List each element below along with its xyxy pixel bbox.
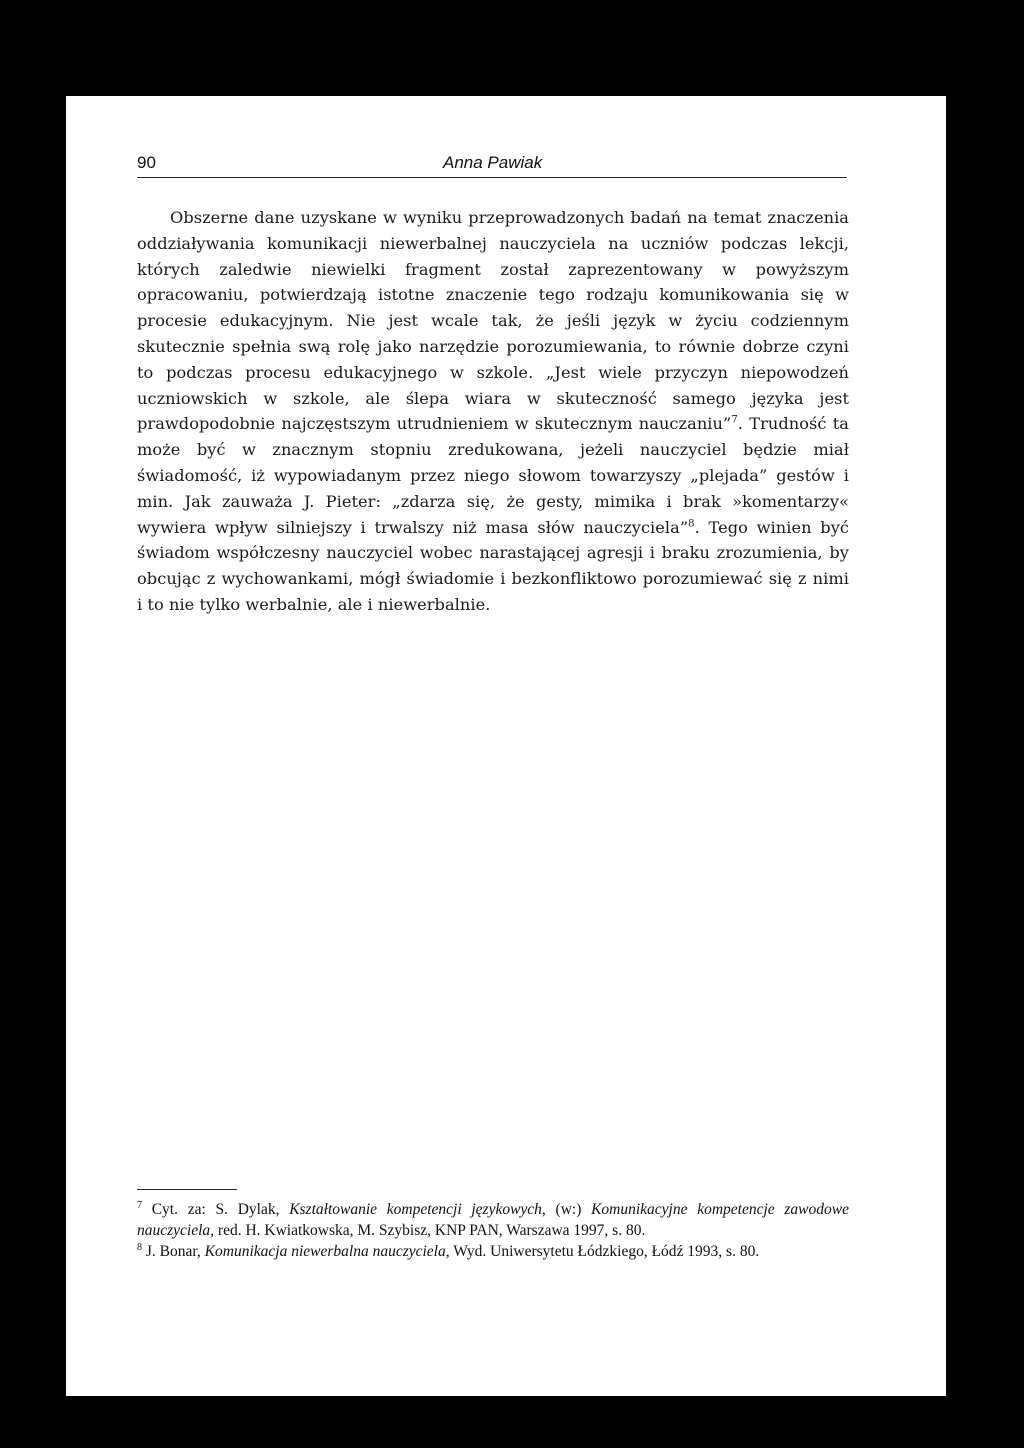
- footnotes: [137, 1199, 849, 1262]
- footnote-ref-8: 8: [688, 518, 695, 530]
- page-header: [137, 153, 847, 178]
- running-head-author: Anna Pawiak: [443, 153, 543, 172]
- footnote-8: [137, 1241, 849, 1262]
- footnote-number: 7: [137, 1199, 142, 1211]
- footnote-text: J. Bonar,: [142, 1243, 205, 1260]
- footnote-text: Cyt. za: S. Dylak,: [142, 1201, 290, 1218]
- footnote-title: Kształtowanie kompetencji językowych,: [289, 1201, 546, 1218]
- paragraph-text: Obszerne dane uzyskane w wyniku przeprowadzonych badań na temat znaczenia oddziaływania komunikacji niewerbalnej nauczyciela na uczniów podczas lekcji, których zaledwie niewielki fragment został zaprezentowany w powyższym opracowaniu, potwierdzają istotne znaczenie tego rodzaju komunikowania się w procesie edukacyjnym. Nie jest wcale tak, że jeśli język w życiu codziennym skutecznie spełnia swą rolę jako narzędzie porozumiewania, to równie dobrze czyni to podczas procesu edukacyjnego w szkole. „Jest wiele przyczyn niepowodzeń uczniowskich w szkole, ale ślepa wiara w skuteczność samego języka jest prawdopodobnie najczęstszym utrudnieniem w skutecznym nauczaniu”: [137, 208, 849, 434]
- footnote-ref-7: 7: [731, 414, 738, 426]
- footnote-separator: [137, 1189, 237, 1190]
- footnote-7: [137, 1199, 849, 1241]
- body-paragraph: [137, 205, 849, 618]
- footnote-title: Komunikacyjne kompetencje zawodowe nauczyciela,: [137, 1201, 849, 1239]
- footnote-text: (w:): [545, 1201, 592, 1218]
- footnote-text: red. H. Kwiatkowska, M. Szybisz, KNP PAN, Warszawa 1997, s. 80.: [214, 1222, 646, 1239]
- footnote-text: Wyd. Uniwersytetu Łódzkiego, Łódź 1993, s. 80.: [449, 1243, 760, 1260]
- footnote-title: Komunikacja niewerbalna nauczyciela,: [204, 1243, 450, 1260]
- page-number: 90: [137, 153, 156, 172]
- footnote-number: 8: [137, 1241, 142, 1253]
- paragraph-text: . Tego winien być świadom współczesny nauczyciel wobec narastającej agresji i braku zrozumienia, by obcując z wychowankami, mógł świadomie i bezkonfliktowo porozumiewać się z nimi i to nie tylko werbalnie, ale i niewerbalnie.: [137, 517, 850, 614]
- paragraph-text: . Trudność ta może być w znacznym stopniu zredukowana, jeżeli nauczyciel będzie miał świadomość, iż wypowiadanym przez niego słowom towarzyszy „plejada” gestów i min. Jak zauważa J. Pieter: „zdarza się, że gesty, mimika i brak »komentarzy« wywiera wpływ silniejszy i trwalszy niż masa słów nauczyciela”: [137, 414, 849, 537]
